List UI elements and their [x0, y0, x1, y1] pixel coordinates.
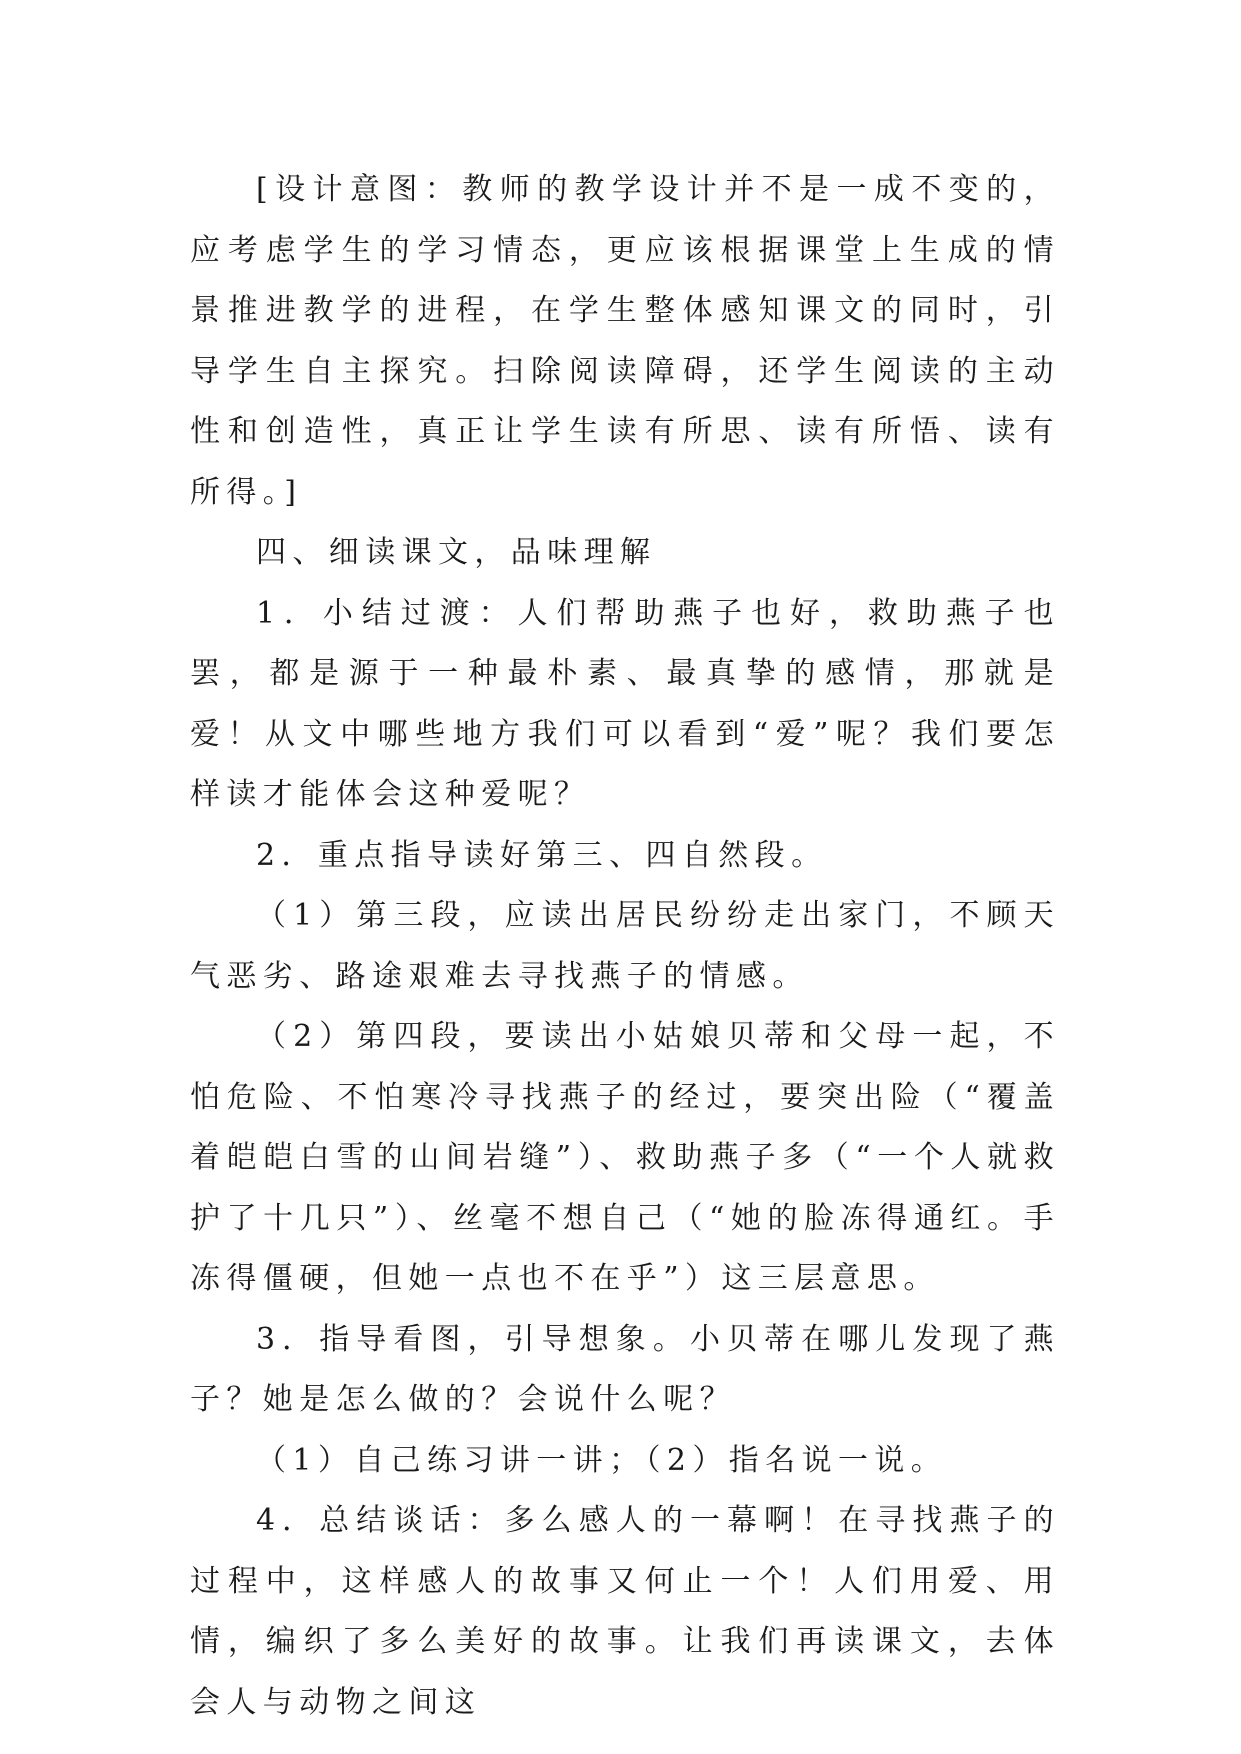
step-2-paragraph: 2．重点指导读好第三、四自然段。 — [256, 837, 828, 873]
step-1-paragraph: 1．小结过渡：人们帮助燕子也好，救助燕子也罢，都是源于一种最朴素、最真挚的感情，那就是爱！从文中哪些地方我们可以看到“爱”呢？我们要怎样读才能体会这种爱呢？ — [190, 595, 1060, 812]
step-4-paragraph: 4．总结谈话：多么感人的一幕啊！在寻找燕子的过程中，这样感人的故事又何止一个！人们用爱、用情，编织了多么美好的故事。让我们再读课文，去体会人与动物之间这 — [190, 1503, 1060, 1720]
step-3-paragraph: 3．指导看图，引导想象。小贝蒂在哪儿发现了燕子？她是怎么做的？会说什么呢？ — [190, 1321, 1060, 1417]
section-heading: 四、细读课文，品味理解 — [256, 535, 657, 570]
step-3-items-paragraph: （1）自己练习讲一讲；（2）指名说一说。 — [256, 1442, 948, 1478]
design-intent-paragraph: [设计意图：教师的教学设计并不是一成不变的，应考虑学生的学习情态，更应该根据课堂上生成的情景推进教学的进程，在学生整体感知课文的同时，引导学生自主探究。扫除阅读障碍，还学生阅读的主动性和创造性，真正让学生读有所思、读有所悟、读有所得。] — [190, 172, 1060, 510]
step-2-item-2-paragraph: （2）第四段，要读出小姑娘贝蒂和父母一起，不怕危险、不怕寒冷寻找燕子的经过，要突出险（“覆盖着皑皑白雪的山间岩缝”）、救助燕子多（“一个人就救护了十几只”）、丝毫不想自己（“她的脸冻得通红。手冻得僵硬，但她一点也不在乎”）这三层意思。 — [190, 1019, 1060, 1296]
document-body — [190, 160, 1060, 1733]
step-2-item-1-paragraph: （1）第三段，应读出居民纷纷走出家门，不顾天气恶劣、路途艰难去寻找燕子的情感。 — [190, 898, 1060, 994]
